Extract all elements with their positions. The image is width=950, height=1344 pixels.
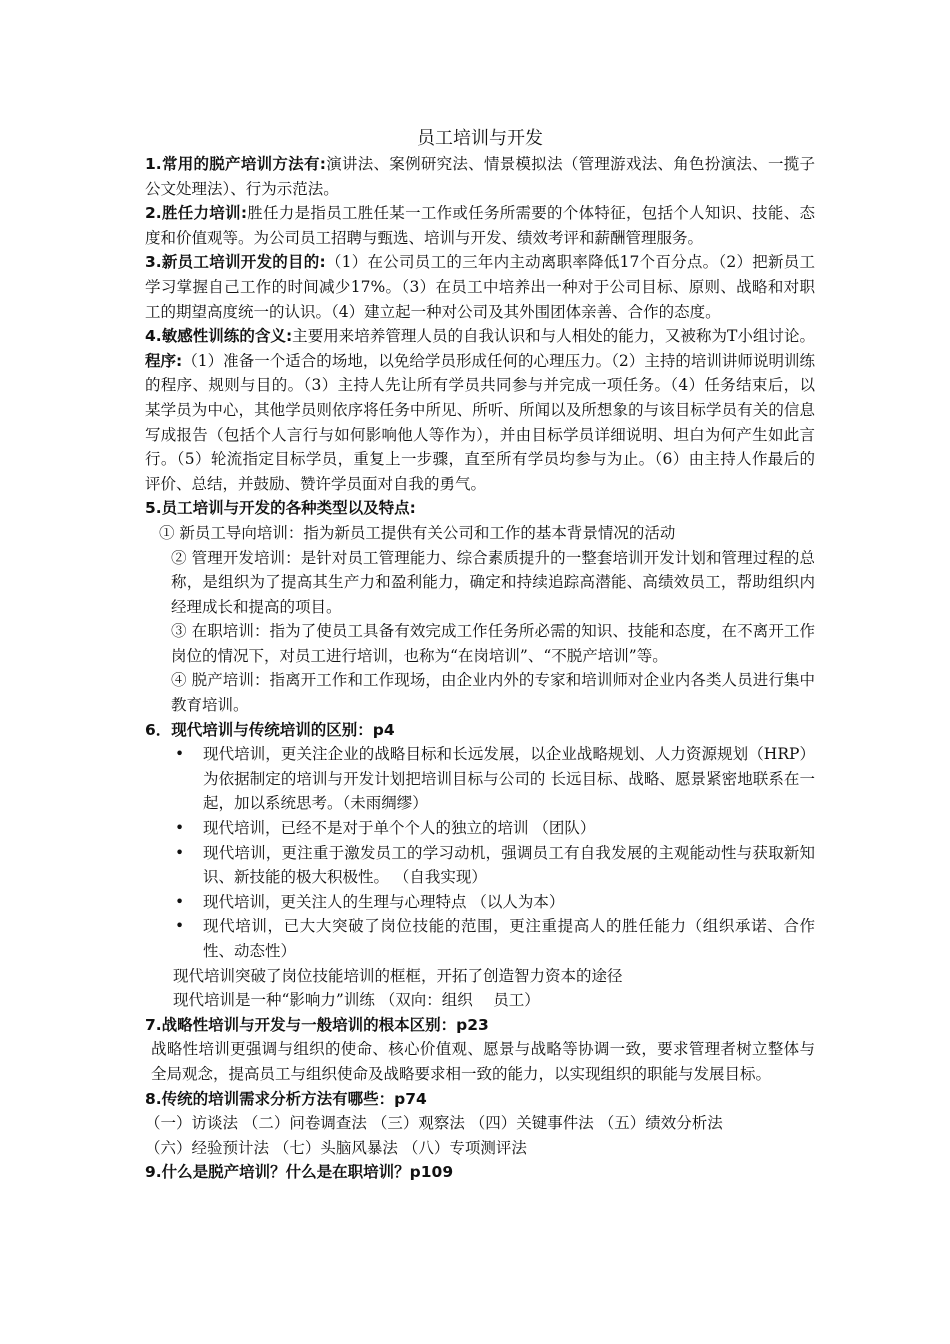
section-3-heading: 3.新员工培训开发的目的: <box>145 253 326 272</box>
section-1 <box>145 152 815 201</box>
section-5-item: ④ 脱产培训：指离开工作和工作现场，由企业内外的专家和培训师对企业内各类人员进行集中教育培训。 <box>171 671 815 715</box>
section-4-subheading: 程序: <box>145 351 183 370</box>
section-5-heading: 5.员工培训与开发的各种类型以及特点: <box>145 499 416 518</box>
section-5-item: ② 管理开发培训：是针对员工管理能力、综合素质提升的一整套培训开发计划和管理过程的总称，是组织为了提高其生产力和盈利能力，确定和持续追踪高潜能、高绩效员工，帮助组织内经理成长和提高的项目。 <box>171 548 815 616</box>
bullet-text: 现代培训，已大大突破了岗位技能的范围，更注重提高人的胜任能力（组织承诺、合作性、动态性） <box>203 917 815 960</box>
section-9-heading: 9.什么是脱产培训？什么是在职培训？p109 <box>145 1163 454 1182</box>
bullet-icon: • <box>175 917 185 936</box>
bullet-icon: • <box>175 843 185 862</box>
bullet-icon: • <box>175 819 185 838</box>
bullet-text: 现代培训，已经不是对于单个个人的独立的培训 （团队） <box>203 819 596 838</box>
section-6-bullet-item <box>145 742 815 816</box>
section-6-note: 现代培训是一种“影响力”训练 （双向：组织 员工） <box>173 991 540 1010</box>
section-5-item: ① 新员工导向培训：指为新员工提供有关公司和工作的基本背景情况的活动 <box>159 523 676 542</box>
section-7-heading: 7.战略性培训与开发与一般培训的根本区别：p23 <box>145 1015 489 1034</box>
page-title: 员工培训与开发 <box>417 128 543 149</box>
section-4-heading: 4.敏感性训练的含义: <box>145 327 293 346</box>
section-4 <box>145 324 815 496</box>
section-4-body: 主要用来培养管理人员的自我认识和与人相处的能力，又被称为T小组讨论。 <box>292 327 815 346</box>
section-1-heading: 1.常用的脱产培训方法有: <box>145 155 326 173</box>
section-6-heading: 6．现代培训与传统培训的区别：p4 <box>145 720 395 739</box>
bullet-icon: • <box>175 745 185 764</box>
section-3 <box>145 250 815 324</box>
section-6-bullet-item <box>145 816 815 841</box>
section-8-methods-line: （一）访谈法 （二）问卷调查法 （三）观察法 （四）关键事件法 （五）绩效分析法 <box>145 1114 723 1133</box>
section-8-methods-line: （六）经验预计法 （七）头脑风暴法 （八）专项测评法 <box>145 1138 527 1157</box>
section-7-body: 战略性培训更强调与组织的使命、核心价值观、愿景与战略等协调一致，要求管理者树立整体与全局观念，提高员工与组织使命及战略要求相一致的能力，以实现组织的职能与发展目标。 <box>151 1040 815 1083</box>
section-2-body: 胜任力是指员工胜任某一工作或任务所需要的个体特征，包括个人知识、技能、态度和价值观等。为公司员工招聘与甄选、培训与开发、绩效考评和薪酬管理服务。 <box>145 204 815 247</box>
section-6-bullet-item <box>145 890 815 915</box>
section-2 <box>145 201 815 250</box>
document-body <box>145 126 815 1185</box>
section-4-procedure: （1）准备一个适合的场地，以免给学员形成任何的心理压力。（2）主持的培训讲师说明训练的程序、规则与目的。（3）主持人先让所有学员共同参与并完成一项任务。（4）任务结束后，以某学员为中心，其他学员则依序将任务中所见、所听、所闻以及所想象的与该目标学员有关的信息写成报告（包括个人言行与如何影响他人等作为），并由目标学员详细说明、坦白为何产生如此言行。（5）轮流指定目标学员，重复上一步骤，直至所有学员均参与为止。（6）由主持人作最后的评价、总结，并鼓励、赞许学员面对自我的勇气。 <box>145 351 816 493</box>
bullet-text: 现代培训，更关注人的生理与心理特点 （以人为本） <box>203 892 565 911</box>
section-1-body: 演讲法、案例研究法、情景模拟法（管理游戏法、角色扮演法、一揽子公文处理法）、行为示范法。 <box>145 155 815 198</box>
section-6-note: 现代培训突破了岗位技能培训的框框，开拓了创造智力资本的途径 <box>173 966 623 985</box>
section-2-heading: 2.胜任力培训: <box>145 204 248 223</box>
section-6-bullet-item <box>145 914 815 963</box>
section-5-item: ③ 在职培训：指为了使员工具备有效完成工作任务所必需的知识、技能和态度，在不离开工作岗位的情况下，对员工进行培训，也称为“在岗培训”、“不脱产培训”等。 <box>171 622 815 665</box>
bullet-text: 现代培训，更注重于激发员工的学习动机，强调员工有自我发展的主观能动性与获取新知识、新技能的极大积极性。 （自我实现） <box>203 843 815 887</box>
bullet-icon: • <box>175 892 185 911</box>
bullet-text: 现代培训，更关注企业的战略目标和长远发展，以企业战略规划、人力资源规划（HRP）为依据制定的培训与开发计划把培训目标与公司的 长远目标、战略、愿景紧密地联系在一起，加以系统思考。（未雨绸缪） <box>203 745 815 813</box>
section-3-body: （1）在公司员工的三年内主动离职率降低17个百分点。（2）把新员工学习掌握自己工作的时间减少17%。（3）在员工中培养出一种对于公司目标、原则、战略和对职工的期望高度统一的认识。（4）建立起一种对公司及其外围团体亲善、合作的态度。 <box>145 253 815 321</box>
section-6-bullet-item <box>145 841 815 890</box>
section-8-heading: 8.传统的培训需求分析方法有哪些：p74 <box>145 1089 427 1108</box>
